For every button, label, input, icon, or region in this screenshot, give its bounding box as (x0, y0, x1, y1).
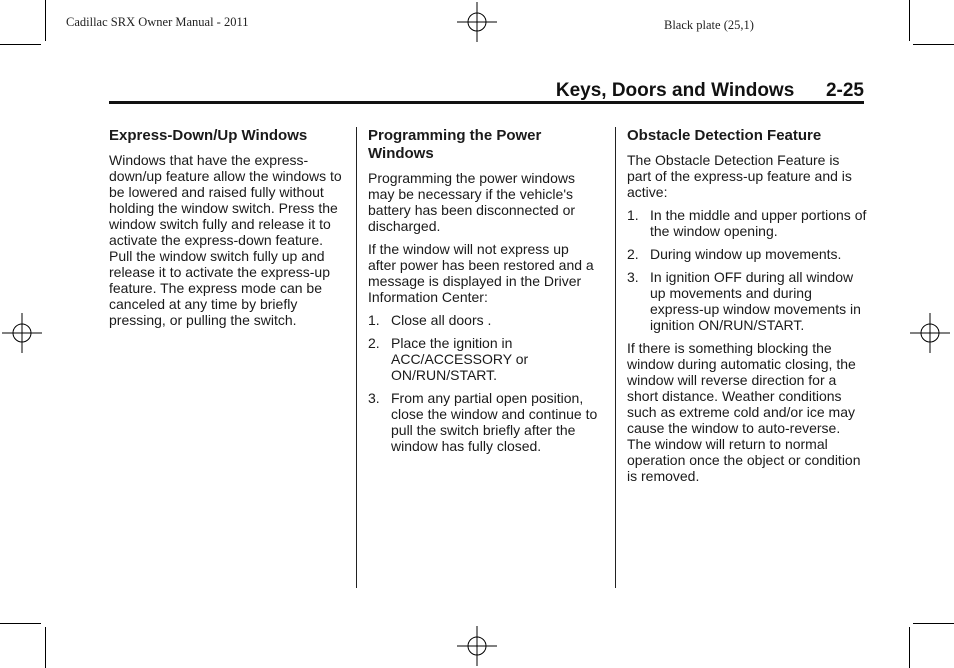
registration-mark-right (910, 313, 950, 353)
column-obstacle-detection (627, 127, 867, 491)
list-item (368, 335, 600, 383)
crop-mark (913, 623, 954, 624)
list-item (368, 390, 600, 454)
column-express-windows (109, 127, 345, 335)
condition-list (627, 207, 867, 333)
item-text: During window up movements. (650, 246, 842, 262)
item-text: In ignition OFF during all window up movements and during express-up window movements in ignition ON/RUN/START. (650, 269, 861, 333)
list-item (627, 207, 867, 239)
registration-mark-top (457, 2, 497, 42)
item-number: 2. (627, 246, 639, 262)
step-text: Place the ignition in ACC/ACCESSORY or ON/RUN/START. (391, 335, 529, 383)
running-header (540, 80, 864, 102)
step-number: 2. (368, 335, 380, 351)
crop-mark (45, 627, 46, 668)
crop-mark (913, 44, 954, 45)
item-number: 3. (627, 269, 639, 285)
item-text: In the middle and upper portions of the window opening. (650, 207, 867, 239)
print-slug-plate: Black plate (25,1) (664, 18, 754, 32)
registration-mark-left (2, 313, 42, 353)
body-paragraph: The Obstacle Detection Feature is part of the express-up feature and is active: (627, 152, 852, 200)
crop-mark (0, 623, 41, 624)
section-heading: Obstacle Detection Feature (627, 127, 822, 144)
body-paragraph: If there is something blocking the window during automatic closing, the window will reverse direction for a short distance. Weather conditions such as extreme cold and/or ice may cause the window to auto-reverse. The window will return to normal operation once the object or condition is removed. (627, 340, 861, 484)
page-number: 2-25 (825, 80, 864, 101)
registration-mark-bottom (457, 626, 497, 666)
print-slug-title: Cadillac SRX Owner Manual - 2011 (66, 15, 249, 29)
step-text: From any partial open position, close the window and continue to pull the switch briefly after the window has fully closed. (391, 390, 598, 454)
crop-mark (909, 0, 910, 41)
header-rule (109, 101, 864, 104)
column-divider (615, 127, 616, 588)
crop-mark (909, 627, 910, 668)
step-list (368, 312, 600, 454)
crop-mark (0, 44, 41, 45)
column-programming-windows (368, 127, 600, 461)
step-text: Close all doors . (391, 312, 492, 328)
item-number: 1. (627, 207, 639, 223)
section-title: Keys, Doors and Windows (555, 80, 795, 101)
list-item (368, 312, 600, 328)
body-paragraph: Programming the power windows may be necessary if the vehicle's battery has been disconnected or discharged. (368, 170, 576, 234)
list-item (627, 269, 867, 333)
list-item (627, 246, 867, 262)
step-number: 1. (368, 312, 380, 328)
column-divider (356, 127, 357, 588)
body-paragraph: Windows that have the express-down/up feature allow the windows to be lowered and raised fully without holding the window switch. Press the window switch fully and release it to activate the express-down feature. Pull the window switch fully up and release it to activate the express-up feature. The express mode can be canceled at any time by briefly pressing, or pulling the switch. (109, 152, 342, 328)
step-number: 3. (368, 390, 380, 406)
crop-mark (45, 0, 46, 41)
section-heading: Programming the Power Windows (368, 127, 542, 162)
body-paragraph: If the window will not express up after power has been restored and a message is displayed in the Driver Information Center: (368, 241, 594, 305)
section-heading: Express-Down/Up Windows (109, 127, 308, 144)
